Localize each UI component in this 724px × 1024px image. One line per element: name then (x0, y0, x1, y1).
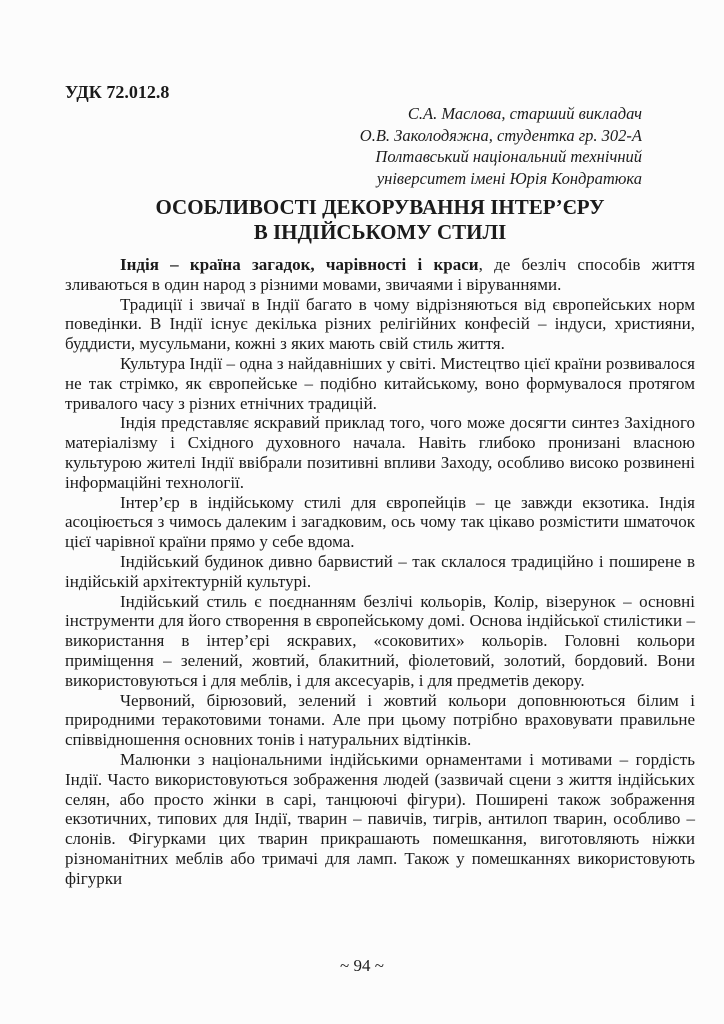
paragraph-1-bold-lead: Індія – країна загадок, чарівності і краси (120, 255, 479, 274)
article-title-line-2: В ІНДІЙСЬКОМУ СТИЛІ (253, 220, 507, 244)
paragraph-3: Культура Індії – одна з найдавніших у світі. Мистецтво цієї країни розвивалося не так стрімко, як європейське – подібно китайському, воно формувалося протягом тривалого часу з різних етнічних традицій. (65, 353, 695, 413)
paragraph-1-rest: , де безліч способів життя зливаються в один народ з різними мовами, звичаями і віруваннями. (65, 255, 695, 294)
author-line-1: С.А. Маслова, старший викладач (407, 104, 642, 123)
udc-code: УДК 72.012.8 (65, 82, 170, 102)
article-body (65, 255, 695, 889)
affiliation-line-1: Полтавський національний технічний (375, 147, 642, 166)
page-content (65, 0, 695, 889)
author-line-2: О.В. Заколодяжна, студентка гр. 302-А (359, 125, 642, 145)
paragraph-4: Індія представляє яскравий приклад того, чого може досягти синтез Західного матеріалізму і Східного духовного начала. Навіть глибоко пронизані власною культурою жителі Індії ввібрали позитивні впливи Заходу, особливо високо розвинені інформаційні технології. (65, 413, 695, 492)
affiliation-line-2: університет імені Юрія Кондратюка (376, 168, 642, 188)
page-number: ~ 94 ~ (340, 956, 384, 975)
paragraph-5: Інтер’єр в індійському стилі для європейців – це завжди екзотика. Індія асоціюється з чимось далеким і загадковим, ось чому так цікаво розмістити шматочок цієї чарівної країни прямо у себе вдома. (65, 492, 695, 552)
article-title (65, 195, 695, 245)
author-block (65, 103, 695, 189)
paragraph-8: Червоний, бірюзовий, зелений і жовтий кольори доповнюються білим і природними теракотовими тонами. Але при цьому потрібно враховувати правильне співвідношення основних тонів і натуральних відтінків. (65, 690, 695, 750)
paragraph-1 (65, 255, 695, 295)
article-title-line-1: ОСОБЛИВОСТІ ДЕКОРУВАННЯ ІНТЕР’ЄРУ (155, 195, 605, 219)
paragraph-9: Малюнки з національними індійськими орнаментами і мотивами – гордість Індії. Часто використовуються зображення людей (зазвичай сцени з життя індійських селян, або просто жінки в сарі, танцюючі фігури). Поширені також зображення екзотичних, типових для Індії, тварин – павичів, тигрів, антилоп тварин, особливо – слонів. Фігурками цих тварин прикрашають помешкання, виготовляють ніжки різноманітних меблів або тримачі для ламп. Також у помешканнях використовують фігурки (65, 749, 695, 888)
paragraph-2: Традиції і звичаї в Індії багато в чому відрізняються від європейських норм поведінки. В Індії існує декілька різних релігійних конфесій – індуси, християни, буддисти, мусульмани, кожні з яких мають свій стиль життя. (65, 294, 695, 354)
paragraph-6: Індійський будинок дивно барвистий – так склалося традиційно і поширене в індійській архітектурній культурі. (65, 551, 695, 591)
paragraph-7: Індійський стиль є поєднанням безлічі кольорів, Колір, візерунок – основні інструменти для його створення в європейському домі. Основа індійської стилістики – використання в інтер’єрі яскравих, «соковитих» кольорів. Головні кольори приміщення – зелений, жовтий, блакитний, фіолетовий, золотий, бордовий. Вони використовуються і для меблів, і для аксесуарів, і для предметів декору. (65, 591, 695, 690)
